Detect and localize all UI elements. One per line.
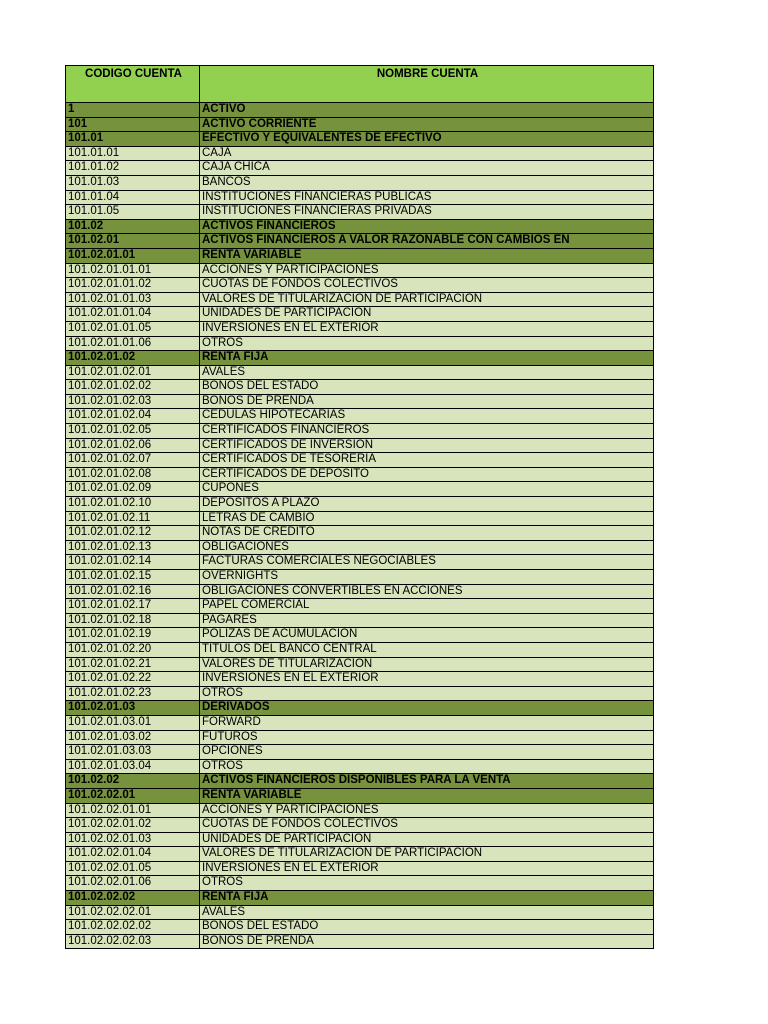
account-code-cell: 101.02.02 <box>66 774 200 789</box>
account-code-cell: 101.02.02.02.01 <box>66 905 200 920</box>
account-row <box>66 730 654 745</box>
account-row <box>66 278 654 293</box>
account-row <box>66 380 654 395</box>
account-row <box>66 307 654 322</box>
account-row <box>66 584 654 599</box>
account-name-cell: VALORES DE TITULARIZACIÓN DE PARTICIPACIÓN <box>200 847 654 862</box>
account-name-cell: INVERSIONES EN EL EXTERIOR <box>200 672 654 687</box>
account-name-cell: VALORES DE TITULARIZACIÓN <box>200 657 654 672</box>
account-name-cell: CUPONES <box>200 482 654 497</box>
account-row <box>66 628 654 643</box>
account-code-cell: 101.02.02.01.03 <box>66 832 200 847</box>
account-code-cell: 101.02.01.02.22 <box>66 672 200 687</box>
account-code-cell: 101.02.01.02.03 <box>66 394 200 409</box>
group-row <box>66 234 654 249</box>
account-row <box>66 818 654 833</box>
account-row <box>66 861 654 876</box>
account-row <box>66 161 654 176</box>
account-code-cell: 101.02.01.02.18 <box>66 613 200 628</box>
account-name-cell: INSTITUCIONES FINANCIERAS PRIVADAS <box>200 205 654 220</box>
account-code-cell: 101.02.01.02.12 <box>66 526 200 541</box>
account-name-cell: CAJA <box>200 146 654 161</box>
account-code-cell: 101.02.01.03 <box>66 701 200 716</box>
account-code-cell: 101.02.01.01.06 <box>66 336 200 351</box>
account-row <box>66 190 654 205</box>
account-name-cell: INVERSIONES EN EL EXTERIOR <box>200 861 654 876</box>
group-row <box>66 219 654 234</box>
account-row <box>66 715 654 730</box>
account-name-cell: CERTIFICADOS DE TESORERÍA <box>200 453 654 468</box>
account-row <box>66 540 654 555</box>
account-code-cell: 101.02.01.02.16 <box>66 584 200 599</box>
account-row <box>66 934 654 949</box>
account-code-cell: 101 <box>66 117 200 132</box>
account-code-cell: 101.02.01.02.10 <box>66 497 200 512</box>
group-row <box>66 132 654 147</box>
account-code-cell: 101.02.01 <box>66 234 200 249</box>
group-row <box>66 891 654 906</box>
header-row <box>66 66 654 103</box>
account-code-cell: 101.02.01.02.17 <box>66 599 200 614</box>
account-row <box>66 745 654 760</box>
group-row <box>66 117 654 132</box>
group-row <box>66 103 654 118</box>
account-code-cell: 101.01.04 <box>66 190 200 205</box>
account-row <box>66 482 654 497</box>
account-name-cell: ACCIONES Y PARTICIPACIONES <box>200 263 654 278</box>
account-row <box>66 613 654 628</box>
account-row <box>66 511 654 526</box>
group-row <box>66 701 654 716</box>
account-row <box>66 365 654 380</box>
account-name-cell: OVERNIGHTS <box>200 570 654 585</box>
account-name-cell: BANCOS <box>200 175 654 190</box>
account-row <box>66 394 654 409</box>
account-row <box>66 292 654 307</box>
account-row <box>66 920 654 935</box>
account-code-cell: 101.02.01.03.02 <box>66 730 200 745</box>
account-code-cell: 101.02.01.01.05 <box>66 321 200 336</box>
account-name-cell: OBLIGACIONES CONVERTIBLES EN ACCIONES <box>200 584 654 599</box>
account-code-cell: 101.01.02 <box>66 161 200 176</box>
account-code-cell: 101.02.02.02 <box>66 891 200 906</box>
account-name-cell: BONOS DE PRENDA <box>200 394 654 409</box>
chart-of-accounts-table <box>65 65 654 949</box>
header-code: CODIGO CUENTA <box>66 66 200 103</box>
account-name-cell: CERTIFICADOS DE INVERSIÓN <box>200 438 654 453</box>
account-code-cell: 101.02.01.02.01 <box>66 365 200 380</box>
account-row <box>66 467 654 482</box>
account-name-cell: PÓLIZAS DE ACUMULACIÓN <box>200 628 654 643</box>
account-name-cell: PAPEL COMERCIAL <box>200 599 654 614</box>
account-name-cell: OTROS <box>200 876 654 891</box>
group-row <box>66 248 654 263</box>
account-name-cell: DEPÓSITOS A PLAZO <box>200 497 654 512</box>
account-code-cell: 101.02.01.02.15 <box>66 570 200 585</box>
account-name-cell: ACTIVOS FINANCIEROS <box>200 219 654 234</box>
account-name-cell: CUOTAS DE FONDOS COLECTIVOS <box>200 818 654 833</box>
account-code-cell: 101.02.01.02.13 <box>66 540 200 555</box>
account-code-cell: 101.02.01.02.08 <box>66 467 200 482</box>
account-row <box>66 672 654 687</box>
header-name: NOMBRE CUENTA <box>200 66 654 103</box>
table-body <box>66 103 654 949</box>
account-row <box>66 424 654 439</box>
account-code-cell: 101.02.02.01.05 <box>66 861 200 876</box>
account-name-cell: OTROS <box>200 686 654 701</box>
account-row <box>66 642 654 657</box>
account-row <box>66 263 654 278</box>
account-code-cell: 101.02.01.01.02 <box>66 278 200 293</box>
account-row <box>66 409 654 424</box>
account-code-cell: 101.01.01 <box>66 146 200 161</box>
account-row <box>66 321 654 336</box>
account-name-cell: ACTIVOS FINANCIEROS A VALOR RAZONABLE CON CAMBIOS EN <box>200 234 654 249</box>
account-name-cell: UNIDADES DE PARTICIPACIÓN <box>200 307 654 322</box>
account-code-cell: 101.02.01.02.09 <box>66 482 200 497</box>
account-code-cell: 101.02.02.01.01 <box>66 803 200 818</box>
account-code-cell: 101.02.01.01.01 <box>66 263 200 278</box>
account-row <box>66 570 654 585</box>
account-code-cell: 1 <box>66 103 200 118</box>
account-name-cell: INVERSIONES EN EL EXTERIOR <box>200 321 654 336</box>
account-name-cell: BONOS DEL ESTADO <box>200 920 654 935</box>
account-row <box>66 657 654 672</box>
account-name-cell: CERTIFICADOS DE DEPÓSITO <box>200 467 654 482</box>
account-code-cell: 101.02.02.01.02 <box>66 818 200 833</box>
account-name-cell: ACCIONES Y PARTICIPACIONES <box>200 803 654 818</box>
account-row <box>66 205 654 220</box>
account-code-cell: 101.02 <box>66 219 200 234</box>
account-name-cell: ACTIVOS FINANCIEROS DISPONIBLES PARA LA VENTA <box>200 774 654 789</box>
account-name-cell: NOTAS DE CRÉDITO <box>200 526 654 541</box>
account-code-cell: 101.02.01.02.20 <box>66 642 200 657</box>
account-code-cell: 101.02.01.02 <box>66 351 200 366</box>
account-row <box>66 599 654 614</box>
account-code-cell: 101.01.05 <box>66 205 200 220</box>
account-code-cell: 101.02.02.01.06 <box>66 876 200 891</box>
account-name-cell: BONOS DEL ESTADO <box>200 380 654 395</box>
account-name-cell: AVALES <box>200 365 654 380</box>
account-code-cell: 101.02.01.02.11 <box>66 511 200 526</box>
account-code-cell: 101.02.01.02.23 <box>66 686 200 701</box>
account-code-cell: 101.02.01.01.03 <box>66 292 200 307</box>
account-row <box>66 759 654 774</box>
group-row <box>66 774 654 789</box>
account-code-cell: 101.02.02.02.03 <box>66 934 200 949</box>
account-code-cell: 101.02.01.02.02 <box>66 380 200 395</box>
account-name-cell: OTROS <box>200 759 654 774</box>
account-row <box>66 832 654 847</box>
group-row <box>66 788 654 803</box>
account-row <box>66 497 654 512</box>
account-name-cell: ACTIVO <box>200 103 654 118</box>
account-name-cell: OBLIGACIONES <box>200 540 654 555</box>
account-code-cell: 101.02.02.02.02 <box>66 920 200 935</box>
account-name-cell: ACTIVO CORRIENTE <box>200 117 654 132</box>
account-code-cell: 101.01.03 <box>66 175 200 190</box>
account-row <box>66 175 654 190</box>
account-code-cell: 101.02.01.02.05 <box>66 424 200 439</box>
account-name-cell: VALORES DE TITULARIZACIÓN DE PARTICIPACIÓN <box>200 292 654 307</box>
account-name-cell: RENTA VARIABLE <box>200 788 654 803</box>
account-code-cell: 101.01 <box>66 132 200 147</box>
account-name-cell: INSTITUCIONES FINANCIERAS PÚBLICAS <box>200 190 654 205</box>
account-name-cell: RENTA FIJA <box>200 351 654 366</box>
account-code-cell: 101.02.01.03.01 <box>66 715 200 730</box>
account-name-cell: EFECTIVO Y EQUIVALENTES DE EFECTIVO <box>200 132 654 147</box>
account-code-cell: 101.02.01.01.04 <box>66 307 200 322</box>
account-name-cell: FACTURAS COMERCIALES NEGOCIABLES <box>200 555 654 570</box>
account-name-cell: AVALES <box>200 905 654 920</box>
account-row <box>66 803 654 818</box>
account-row <box>66 847 654 862</box>
account-code-cell: 101.02.01.02.07 <box>66 453 200 468</box>
account-code-cell: 101.02.02.01.04 <box>66 847 200 862</box>
account-row <box>66 438 654 453</box>
account-name-cell: DERIVADOS <box>200 701 654 716</box>
account-code-cell: 101.02.01.02.21 <box>66 657 200 672</box>
account-name-cell: BONOS DE PRENDA <box>200 934 654 949</box>
account-code-cell: 101.02.01.01 <box>66 248 200 263</box>
account-name-cell: LETRAS DE CAMBIO <box>200 511 654 526</box>
account-name-cell: FUTUROS <box>200 730 654 745</box>
account-name-cell: CAJA CHICA <box>200 161 654 176</box>
account-row <box>66 453 654 468</box>
account-name-cell: CUOTAS DE FONDOS COLECTIVOS <box>200 278 654 293</box>
account-name-cell: UNIDADES DE PARTICIPACIÓN <box>200 832 654 847</box>
account-code-cell: 101.02.01.02.19 <box>66 628 200 643</box>
account-row <box>66 876 654 891</box>
account-code-cell: 101.02.01.02.14 <box>66 555 200 570</box>
account-row <box>66 336 654 351</box>
account-name-cell: OPCIONES <box>200 745 654 760</box>
account-row <box>66 686 654 701</box>
account-row <box>66 526 654 541</box>
account-code-cell: 101.02.01.02.04 <box>66 409 200 424</box>
account-code-cell: 101.02.02.01 <box>66 788 200 803</box>
account-name-cell: CÉDULAS HIPOTECARIAS <box>200 409 654 424</box>
account-row <box>66 555 654 570</box>
account-name-cell: TÍTULOS DEL BANCO CENTRAL <box>200 642 654 657</box>
account-name-cell: FORWARD <box>200 715 654 730</box>
account-code-cell: 101.02.01.03.03 <box>66 745 200 760</box>
account-row <box>66 146 654 161</box>
account-name-cell: OTROS <box>200 336 654 351</box>
account-name-cell: CERTIFICADOS FINANCIEROS <box>200 424 654 439</box>
group-row <box>66 351 654 366</box>
account-name-cell: RENTA FIJA <box>200 891 654 906</box>
account-row <box>66 905 654 920</box>
account-name-cell: PAGARÉS <box>200 613 654 628</box>
account-name-cell: RENTA VARIABLE <box>200 248 654 263</box>
account-code-cell: 101.02.01.03.04 <box>66 759 200 774</box>
account-code-cell: 101.02.01.02.06 <box>66 438 200 453</box>
table-header <box>66 66 654 103</box>
